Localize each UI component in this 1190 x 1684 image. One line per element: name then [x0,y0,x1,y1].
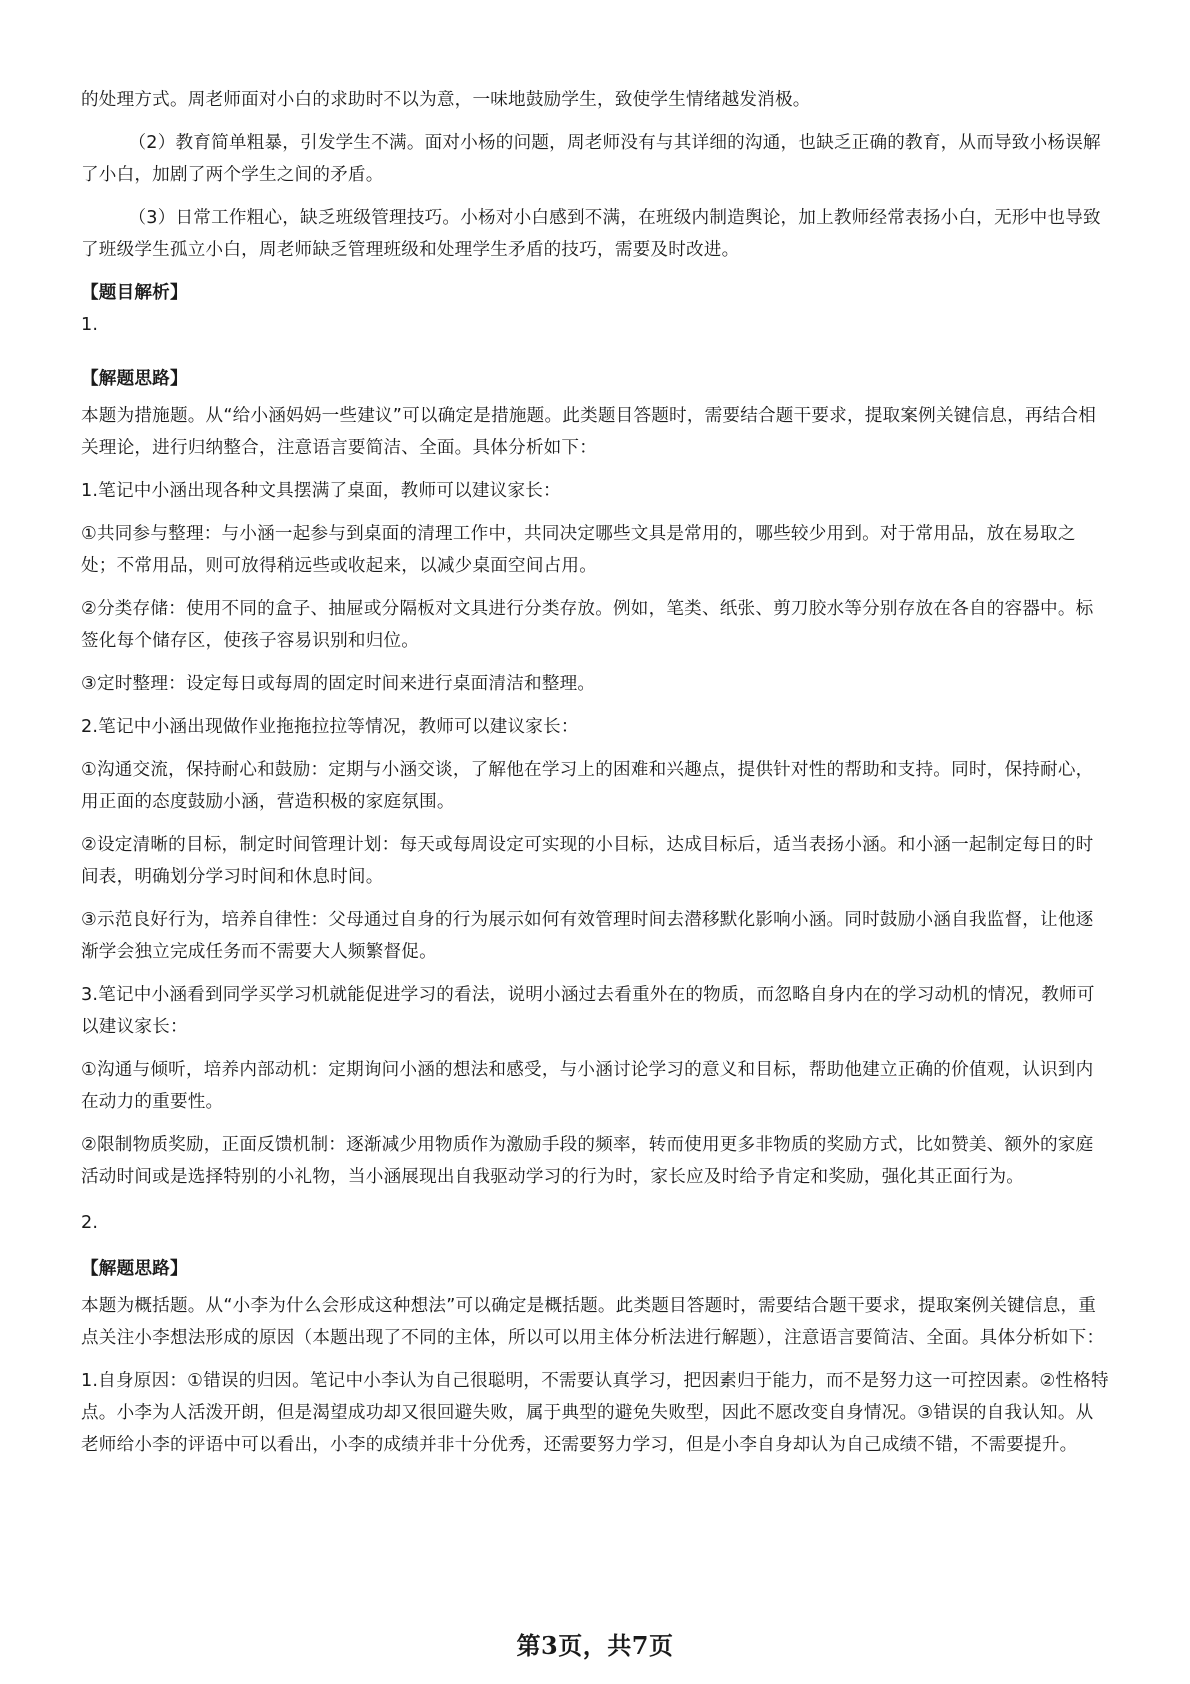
paragraph: 1.笔记中小涵出现各种文具摆满了桌面，教师可以建议家长： [81,481,561,501]
section-heading-analysis: 【题目解析】 [81,283,188,303]
paragraph: ②分类存储：使用不同的盒子、抽屉或分隔板对文具进行分类存放。例如，笔类、纸张、剪刀胶水等分别存放在各自的容器中。标签化每个储存区，使孩子容易识别和归位。 [81,599,1094,651]
paragraph: ①沟通交流，保持耐心和鼓励：定期与小涵交谈，了解他在学习上的困难和兴趣点，提供针对性的帮助和支持。同时，保持耐心，用正面的态度鼓励小涵，营造积极的家庭氛围。 [81,760,1094,812]
paragraph: ③定时整理：设定每日或每周的固定时间来进行桌面清洁和整理。 [81,674,596,694]
paragraph: ②限制物质奖励，正面反馈机制：逐渐减少用物质作为激励手段的频率，转而使用更多非物质的奖励方式，比如赞美、额外的家庭活动时间或是选择特别的小礼物，当小涵展现出自我驱动学习的行为时，家长应及时给予肯定和奖励，强化其正面行为。 [81,1135,1094,1187]
section-heading-approach-2: 【解题思路】 [81,1259,188,1279]
paragraph: ②设定清晰的目标，制定时间管理计划：每天或每周设定可实现的小目标，达成目标后，适当表扬小涵。和小涵一起制定每日的时间表，明确划分学习时间和休息时间。 [81,835,1094,887]
paragraph: ③示范良好行为，培养自律性：父母通过自身的行为展示如何有效管理时间去潜移默化影响小涵。同时鼓励小涵自我监督，让他逐渐学会独立完成任务而不需要大人频繁督促。 [81,910,1094,962]
paragraph: 2.笔记中小涵出现做作业拖拖拉拉等情况，教师可以建议家长： [81,717,579,737]
paragraph-item-2: （2）教育简单粗暴，引发学生不满。面对小杨的问题，周老师没有与其详细的沟通，也缺乏正确的教育，从而导致小杨误解了小白，加剧了两个学生之间的矛盾。 [81,133,1101,185]
paragraph: 本题为概括题。从“小李为什么会形成这种想法”可以确定是概括题。此类题目答题时，需要结合题干要求，提取案例关键信息，重点关注小李想法形成的原因（本题出现了不同的主体，所以可以用主体分析法进行解题），注意语言要简洁、全面。具体分析如下： [81,1296,1105,1348]
paragraph: ①沟通与倾听，培养内部动机：定期询问小涵的想法和感受，与小涵讨论学习的意义和目标，帮助他建立正确的价值观，认识到内在动力的重要性。 [81,1060,1094,1112]
document-body [81,84,1111,1472]
question-number-1: 1. [81,315,99,335]
section-heading-approach: 【解题思路】 [81,369,188,389]
paragraph: 的处理方式。周老师面对小白的求助时不以为意，一味地鼓励学生，致使学生情绪越发消极。 [81,90,811,110]
paragraph: 1.自身原因：①错误的归因。笔记中小李认为自己很聪明，不需要认真学习，把因素归于能力，而不是努力这一可控因素。②性格特点。小李为人活泼开朗，但是渴望成功却又很回避失败，属于典型的避免失败型，因此不愿改变自身情况。③错误的自我认知。从老师给小李的评语中可以看出，小李的成绩并非十分优秀，还需要努力学习，但是小李自身却认为自己成绩不错，不需要提升。 [81,1371,1109,1455]
paragraph: 3.笔记中小涵看到同学买学习机就能促进学习的看法，说明小涵过去看重外在的物质，而忽略自身内在的学习动机的情况，教师可以建议家长： [81,985,1095,1037]
paragraph: 本题为措施题。从“给小涵妈妈一些建议”可以确定是措施题。此类题目答题时，需要结合题干要求，提取案例关键信息，再结合相关理论，进行归纳整合，注意语言要简洁、全面。具体分析如下： [81,406,1097,458]
page-number-footer: 第3页，共7页 [516,1631,674,1660]
paragraph-item-3: （3）日常工作粗心，缺乏班级管理技巧。小杨对小白感到不满，在班级内制造舆论，加上教师经常表扬小白，无形中也导致了班级学生孤立小白，周老师缺乏管理班级和处理学生矛盾的技巧，需要及时改进。 [81,208,1101,260]
paragraph: ①共同参与整理：与小涵一起参与到桌面的清理工作中，共同决定哪些文具是常用的，哪些较少用到。对于常用品，放在易取之处；不常用品，则可放得稍远些或收起来，以减少桌面空间占用。 [81,524,1076,576]
question-number-2: 2. [81,1213,99,1233]
